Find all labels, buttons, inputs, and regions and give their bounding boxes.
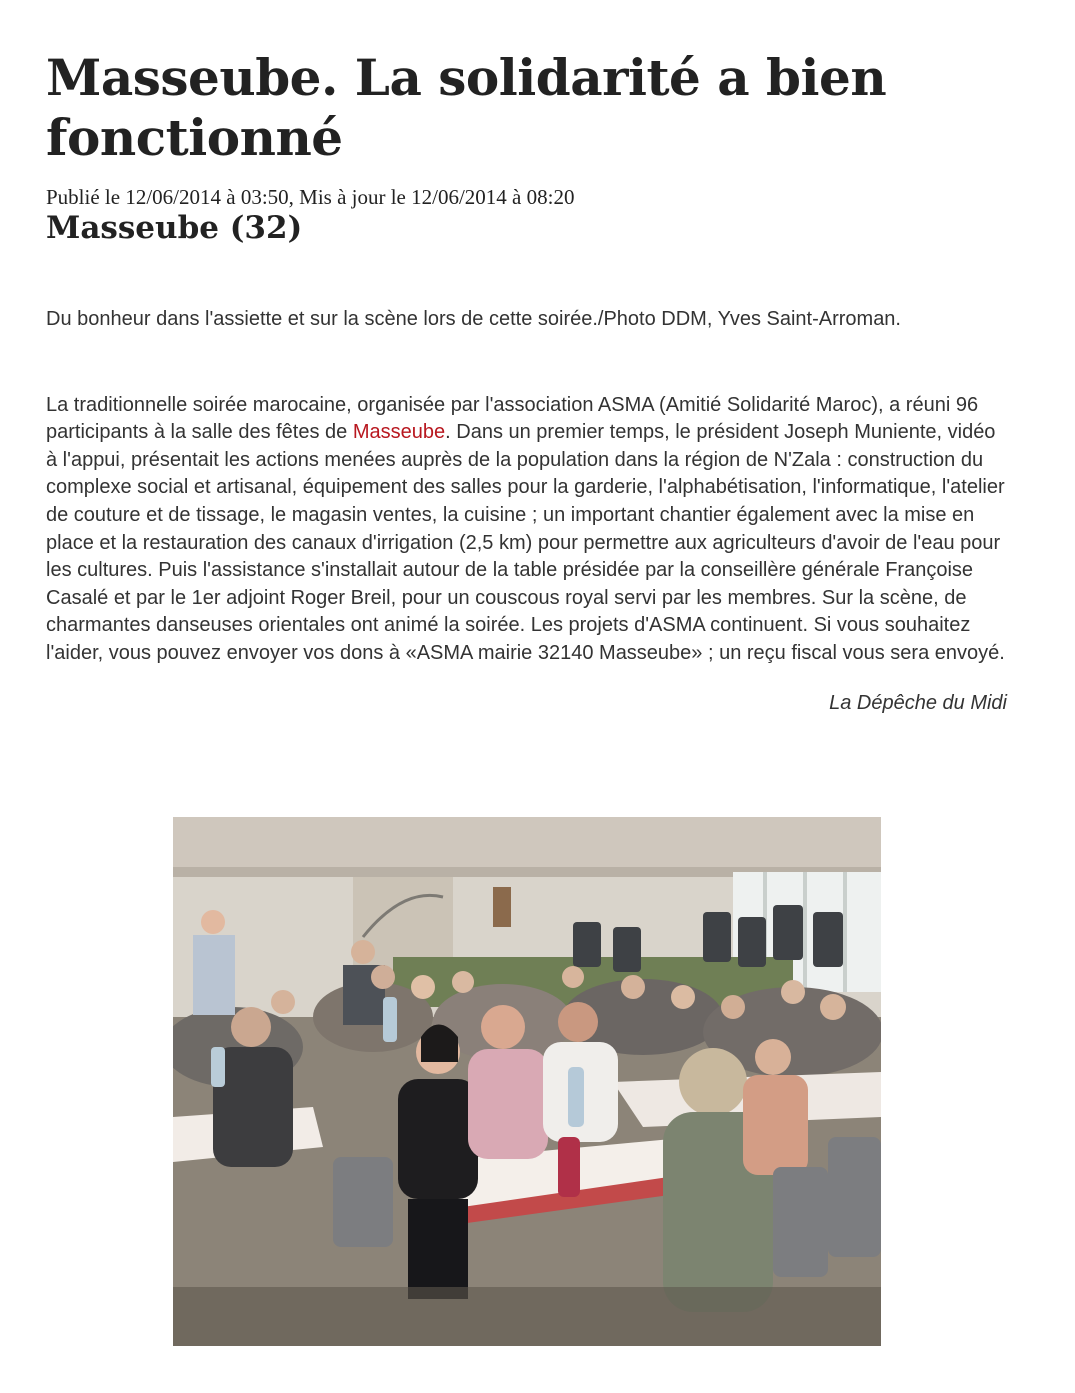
photo-caption: Du bonheur dans l'assiette et sur la scène lors de cette soirée./Photo DDM, Yves Saint-Arroman. (46, 308, 901, 330)
masseube-link[interactable]: Masseube (352, 421, 446, 444)
article-title: Masseube. La solidarité a bien fonctionné (46, 48, 887, 167)
body-text-part2: . Dans un premier temps, le président Joseph Muniente, vidéo à l'appui, présentait les actions menées auprès de la population dans la région de N'Zala : construction du complexe social et artisanal, équipement des salles pour la garderie, l'alphabétisation, l'informatique, l'atelier de couture et de tissage, le magasin ventes, la cuisine ; un important chantier également avec la mise en place et la restauration des canaux d'irrigation (2,5 km) pour permettre aux agriculteurs d'avoir de l'eau pour les cultures. Puis l'assistance s'installait autour de la table présidée par la conseillère générale Françoise Casalé et par le 1er adjoint Roger Breil, pour un couscous royal servi par les membres. Sur la scène, de charmantes danseuses orientales ont animé la soirée. Les projets d'ASMA continuent. Si vous souhaitez l'aider, vous pouvez envoyer vos dons à «ASMA mairie 32140 Masseube» ; un reçu fiscal vous sera envoyé. (46, 421, 1005, 664)
article-location: Masseube (32) (46, 210, 303, 246)
article-body (46, 392, 1011, 668)
dinner-photo-illustration (173, 817, 881, 1346)
article-source: La Dépêche du Midi (829, 691, 1007, 714)
event-photo (173, 817, 881, 1346)
publication-date: Publié le 12/06/2014 à 03:50, Mis à jour le 12/06/2014 à 08:20 (46, 185, 575, 209)
article (46, 48, 1016, 717)
body-text-part1: La traditionnelle soirée marocaine, organisée par l'association ASMA (Amitié Solidarité Maroc), a réuni 96 participants à la salle des fêtes de (46, 393, 979, 444)
